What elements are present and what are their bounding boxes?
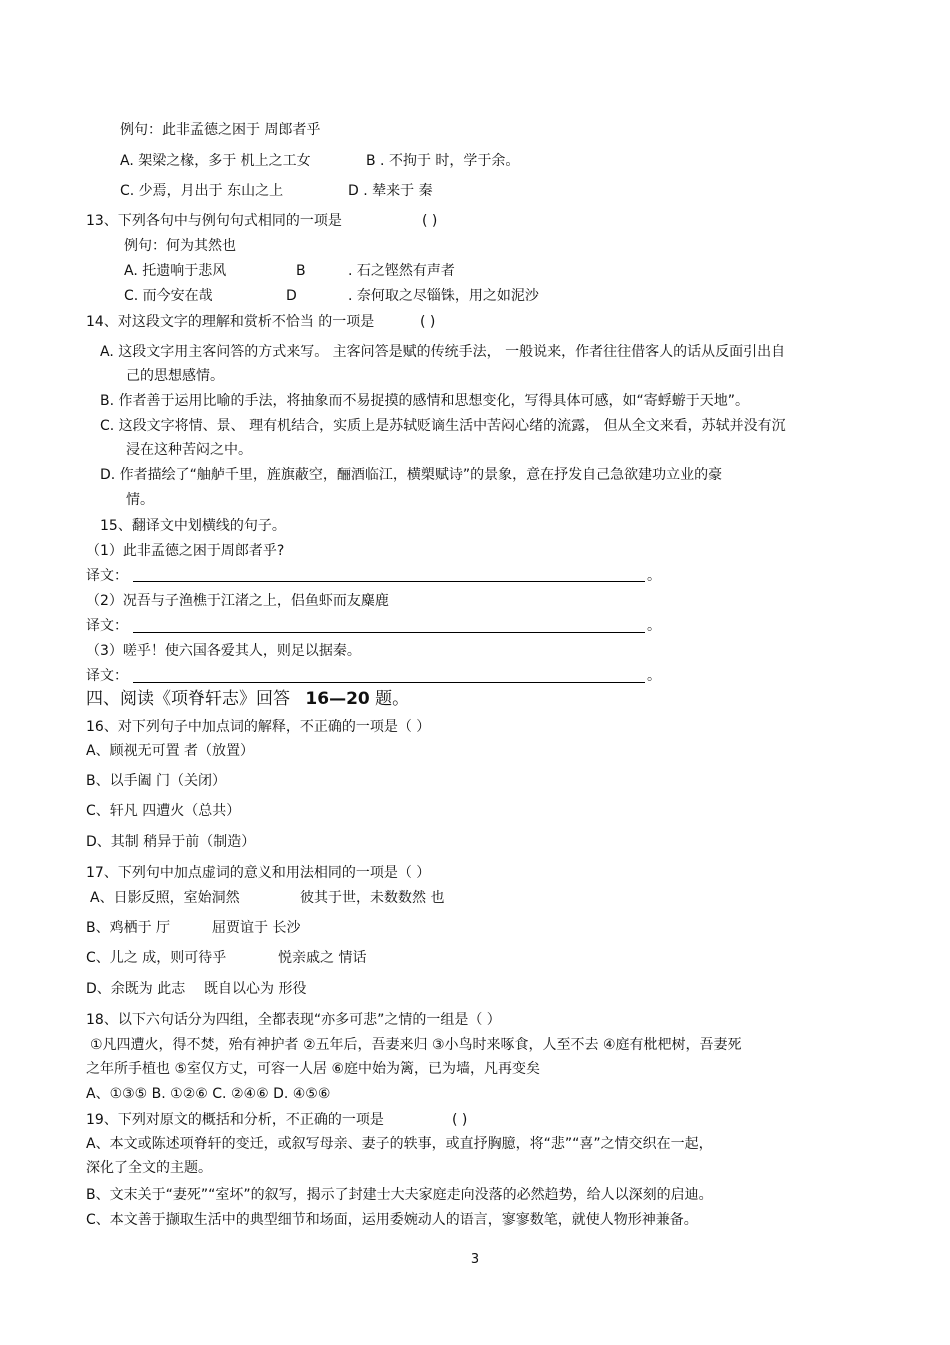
q14-option-d-line2: 情。	[126, 492, 154, 508]
q13-answer-paren: ( )	[422, 213, 438, 229]
q14-option-a-line1: A. 这段文字用主客问答的方式来写。 主客问答是赋的传统手法， 一般说来，作者往往借客人的话从反面引出自	[100, 344, 786, 360]
q12-option-b: B . 不拘于 时，学于余。	[366, 153, 520, 169]
q13-option-d-letter: D	[286, 288, 297, 304]
q16-stem: 16、对下列句子中加点词的解释，不正确的一项是（ ）	[86, 719, 431, 735]
q15-sentence-1: （1）此非孟德之困于周郎者乎?	[86, 543, 285, 559]
q18-stem: 18、以下六句话分为四组，全都表现“亦多可悲”之情的一组是（ ）	[86, 1012, 501, 1028]
q19-option-b: B、文末关于“妻死”“室坏”的叙写，揭示了封建士大夫家庭走向没落的必然趋势，给人以深刻的启迪。	[86, 1187, 713, 1203]
q17-option-a-2: 彼其于世，未数数然 也	[300, 890, 445, 906]
q13-example: 例句：何为其然也	[124, 238, 236, 254]
q15-period-2: 。	[647, 618, 661, 634]
q13-option-d-text: . 奈何取之尽锱铢，用之如泥沙	[348, 288, 539, 304]
q14-option-b: B. 作者善于运用比喻的手法，将抽象而不易捉摸的感情和思想变化，写得具体可感，如“寄蜉蝣于天地”。	[100, 393, 750, 409]
q19-stem: 19、下列对原文的概括和分析，不正确的一项是	[86, 1112, 384, 1128]
q15-period-3: 。	[647, 668, 661, 684]
q17-option-b-1: B、鸡栖于 厅	[86, 920, 171, 936]
q18-sentences-line1: ①凡四遭火，得不焚，殆有神护者 ②五年后，吾妻来归 ③小鸟时来啄食，人至不去 ④庭有枇杷树，吾妻死	[90, 1037, 742, 1053]
q17-option-a-1: A、日影反照，室始洞然	[90, 890, 240, 906]
q17-option-d-2: 既自以心为 形役	[204, 981, 307, 997]
q15-answer-line-3[interactable]	[133, 682, 645, 683]
q19-answer-paren: ( )	[452, 1112, 468, 1128]
q19-option-c: C、本文善于撷取生活中的典型细节和场面，运用委婉动人的语言，寥寥数笔，就使人物形神兼备。	[86, 1212, 698, 1228]
q15-sentence-3: （3）嗟乎！使六国各爱其人，则足以据秦。	[86, 643, 361, 659]
q19-option-a-line1: A、本文或陈述项脊轩的变迁，或叙写母亲、妻子的轶事，或直抒胸臆，将“悲”“喜”之情交织在一起，	[86, 1136, 713, 1152]
q15-period-1: 。	[647, 568, 661, 584]
q16-option-b: B、以手阖 门（关闭）	[86, 773, 227, 789]
q17-option-b-2: 屈贾谊于 长沙	[212, 920, 301, 936]
section-4-heading	[86, 690, 409, 708]
page-number: 3	[470, 1252, 480, 1267]
q19-option-a-line2: 深化了全文的主题。	[86, 1160, 212, 1176]
q14-option-c-line1: C. 这段文字将情、景、 理有机结合，实质上是苏轼贬谪生活中苦闷心绪的流露， 但从全文来看，苏轼并没有沉	[100, 418, 786, 434]
q15-translation-label-1: 译文：	[86, 568, 128, 584]
q13-option-a: A. 托遗响于悲风	[124, 263, 227, 279]
q14-answer-paren: ( )	[420, 314, 436, 330]
q13-option-b-text: . 石之铿然有声者	[348, 263, 455, 279]
q12-example: 例句：此非孟德之困于 周郎者乎	[120, 122, 321, 138]
q16-option-d: D、其制 稍异于前（制造）	[86, 834, 256, 850]
q17-option-c-2: 悦亲戚之 情话	[278, 950, 367, 966]
q16-option-a: A、顾视无可置 者（放置）	[86, 743, 255, 759]
q13-stem: 13、下列各句中与例句句式相同的一项是	[86, 213, 342, 229]
section-4-title-post: 题。	[375, 689, 410, 709]
q17-option-d-1: D、余既为 此志	[86, 981, 186, 997]
q16-option-c: C、轩凡 四遭火（总共）	[86, 803, 241, 819]
q13-option-c: C. 而今安在哉	[124, 288, 213, 304]
q12-option-a: A. 架梁之椽，多于 机上之工女	[120, 153, 311, 169]
q15-stem: 15、翻译文中划横线的句子。	[100, 518, 286, 534]
section-4-question-range: 16—20	[305, 689, 370, 709]
q14-stem: 14、对这段文字的理解和赏析不恰当 的一项是	[86, 314, 375, 330]
q15-answer-line-1[interactable]	[133, 581, 645, 582]
q18-sentences-line2: 之年所手植也 ⑤室仅方丈，可容一人居 ⑥庭中始为篱，已为墙，凡再变矣	[86, 1061, 541, 1077]
q15-translation-label-3: 译文：	[86, 668, 128, 684]
q17-stem: 17、下列句中加点虚词的意义和用法相同的一项是（ ）	[86, 865, 431, 881]
q14-option-d-line1: D. 作者描绘了“舳舻千里，旌旗蔽空，酾酒临江，横槊赋诗”的景象，意在抒发自己急欲建功立业的豪	[100, 467, 723, 483]
q12-option-c: C. 少焉，月出于 东山之上	[120, 183, 284, 199]
q15-answer-line-2[interactable]	[133, 632, 645, 633]
q15-sentence-2: （2）况吾与子渔樵于江渚之上，侣鱼虾而友麋鹿	[86, 593, 389, 609]
q18-options: A、①③⑤ B. ①②⑥ C. ②④⑥ D. ④⑤⑥	[86, 1086, 331, 1102]
q14-option-a-line2: 己的思想感情。	[126, 368, 224, 384]
q12-option-d: D . 辇来于 秦	[348, 183, 433, 199]
q15-translation-label-2: 译文：	[86, 618, 128, 634]
q14-option-c-line2: 浸在这种苦闷之中。	[126, 442, 252, 458]
section-4-title-pre: 四、阅读《项脊轩志》回答	[86, 689, 290, 709]
q17-option-c-1: C、儿之 成，则可待乎	[86, 950, 227, 966]
q13-option-b-letter: B	[296, 263, 306, 279]
